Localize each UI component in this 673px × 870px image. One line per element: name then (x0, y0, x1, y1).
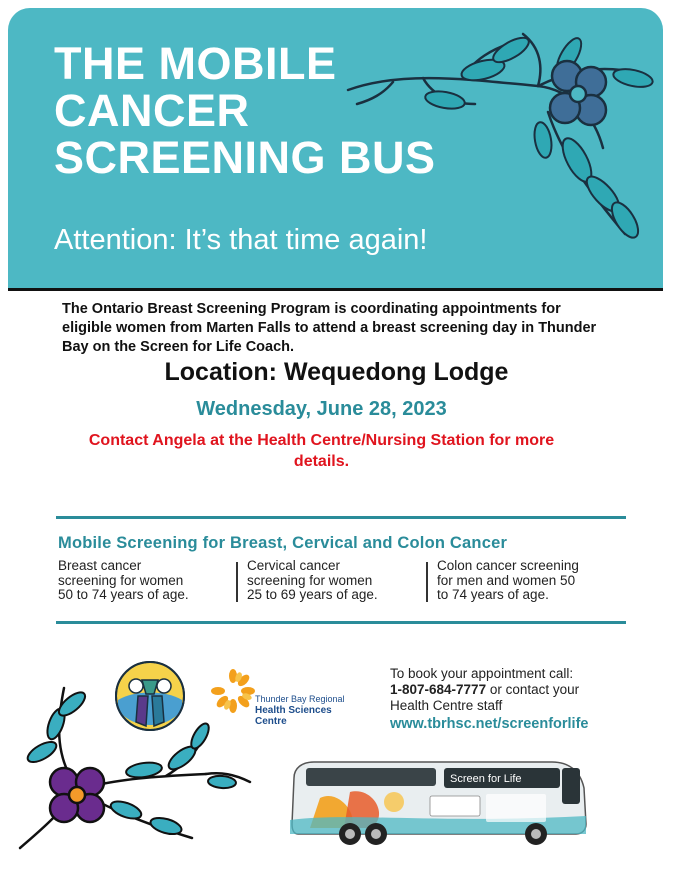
booking-line-2: or contact your (486, 682, 580, 697)
hospital-name-line-3: Centre (255, 716, 287, 727)
intro-paragraph: The Ontario Breast Screening Program is coordinating appointments for eligible women from Marten Falls to attend a breast screening day in Thunder Bay on the Screen for Life Coach. (62, 301, 597, 355)
title-line-3: SCREENING BUS (54, 132, 436, 183)
screening-title: Mobile Screening for Breast, Cervical and Colon Cancer (58, 534, 508, 552)
bus-banner-text: Screen for Life (450, 773, 522, 785)
column-line: 50 to 74 years of age. (58, 587, 189, 602)
screening-column-cervical (247, 559, 378, 603)
column-line: screening for women (247, 572, 373, 588)
column-line: for men and women 50 (437, 572, 576, 588)
column-line: Colon cancer screening (437, 558, 579, 573)
hospital-name-line-1: Thunder Bay Regional (255, 694, 345, 704)
event-date: Wednesday, June 28, 2023 (196, 398, 447, 420)
booking-info (390, 666, 579, 714)
column-line: Breast cancer (58, 558, 142, 573)
column-divider (426, 562, 428, 602)
column-line: 25 to 69 years of age. (247, 587, 378, 602)
screening-column-breast (58, 559, 189, 603)
screening-top-rule (56, 516, 626, 519)
screening-column-colon (437, 559, 579, 603)
attention-subtitle: Attention: It’s that time again! (54, 224, 428, 256)
location-heading: Location: Wequedong Lodge (164, 358, 509, 386)
screening-bus-image (290, 758, 590, 850)
title-line-2: CANCER (54, 85, 250, 136)
booking-phone[interactable]: 1-807-684-7777 (390, 682, 487, 697)
title-line-1: THE MOBILE (54, 38, 337, 89)
header-divider (8, 288, 663, 291)
column-line: Cervical cancer (247, 558, 341, 573)
column-line: screening for women (58, 572, 184, 588)
screening-bottom-rule (56, 621, 626, 624)
hospital-name-line-2: Health Sciences (255, 705, 332, 716)
screen-for-life-link[interactable]: www.tbrhsc.net/screenforlife (390, 716, 589, 732)
header-banner (8, 8, 663, 290)
column-divider (236, 562, 238, 602)
booking-line-1: To book your appointment call: (390, 666, 574, 681)
contact-notice: Contact Angela at the Health Centre/Nursing Station for more details. (88, 432, 555, 470)
floral-ornament-bottom-icon (16, 678, 256, 858)
booking-line-3: Health Centre staff (390, 698, 503, 713)
page-title (54, 40, 436, 181)
hospital-name (255, 694, 345, 727)
column-line: to 74 years of age. (437, 587, 549, 602)
